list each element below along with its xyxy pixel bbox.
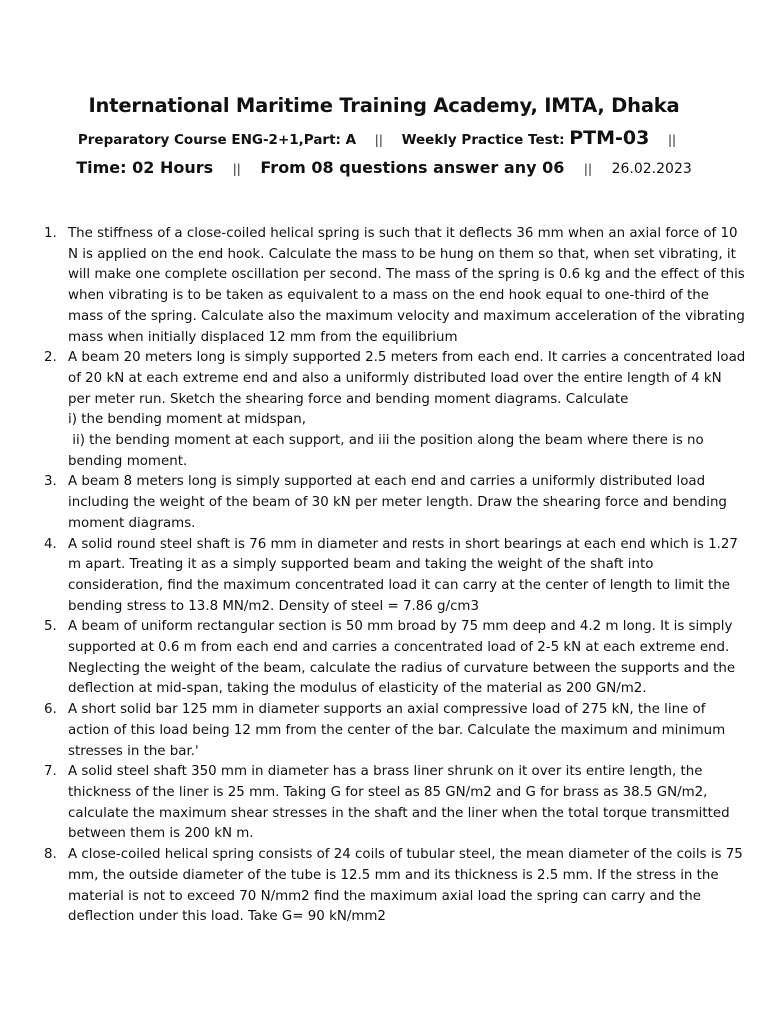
question-text: The stiffness of a close-coiled helical spring is such that it deflects 36 mm when an axial force of 10 N is applied on the end hook. Calculate the mass to be hung on them so that, when set vibrating, it will make one complete oscillation per second. The mass of the spring is 0.6 kg and the effect of this when vibrating is to be taken as equivalent to a mass on the end hook equal to one-third of the mass of the spring. Calculate also the maximum velocity and maximum acceleration of the vibrating mass when initially displaced 12 mm from the equilibrium [68,226,745,345]
question-text: A beam of uniform rectangular section is 50 mm broad by 75 mm deep and 4.2 m long. It is simply supported at 0.6 m from each end and carries a concentrated load of 2-5 kN at each extreme end. Neglecting the weight of the beam, calculate the radius of curvature between the supports and the deflection at mid-span, taking the modulus of elasticity of the material as 200 GN/m2. [68,619,736,697]
question-subpart: i) the bending moment at midspan, [68,412,307,428]
question-item [44,700,746,762]
question-text: A solid round steel shaft is 76 mm in diameter and rests in short bearings at each end which is 1.27 m apart. Treating it as a simply supported beam and taking the weight of the shaft into consideration, find the maximum concentrated load it can carry at the center of length to limit the bending stress to 13.8 MN/m2. Density of steel = 7.86 g/cm3 [68,536,738,614]
question-subpart: ii) the bending moment at each support, and iii the position along the beam where there is no bending moment. [68,433,709,469]
test-code: PTM-03 [569,127,650,149]
question-item [44,472,746,534]
question-number: 7. [44,764,57,780]
info-line [0,158,768,177]
question-text: A beam 20 meters long is simply supported 2.5 meters from each end. It carries a concentrated load of 20 kN at each extreme end and also a uniformly distributed load over the entire length of 4 kN per meter run. Sketch the shearing force and bending moment diagrams. Calculate [68,350,746,407]
question-number: 6. [44,702,57,718]
question-number: 4. [44,536,57,552]
instruction: From 08 questions answer any 06 [260,158,565,177]
question-number: 8. [44,847,57,863]
question-number: 1. [44,226,57,241]
question-number: 5. [44,619,57,635]
separator: || [668,133,677,147]
separator: || [232,162,241,176]
question-list [44,224,746,928]
question-item [44,224,746,348]
question-number: 3. [44,474,57,490]
question-item [44,845,746,928]
question-item [44,617,746,700]
exam-date: 26.02.2023 [611,161,692,177]
question-text: A beam 8 meters long is simply supported at each end and carries a uniformly distributed load including the weight of the beam of 30 kN per meter length. Draw the shearing force and bending moment diagrams. [68,474,727,531]
separator: || [374,133,383,147]
question-item [44,348,746,472]
question-item [44,762,746,845]
course-name: Preparatory Course ENG-2+1,Part: A [77,132,357,148]
test-label: Weekly Practice Test: [401,132,565,148]
question-text: A solid steel shaft 350 mm in diameter has a brass liner shrunk on it over its entire length, the thickness of the liner is 25 mm. Taking G for steel as 85 GN/m2 and G for brass as 38.5 GN/m2, calculate the maximum shear stresses in the shaft and the liner when the total torque transmitted between them is 200 kN m. [68,764,730,842]
question-item [44,535,746,618]
page-title: International Maritime Training Academy, IMTA, Dhaka [88,94,680,117]
question-number: 2. [44,350,57,366]
question-text: A short solid bar 125 mm in diameter supports an axial compressive load of 275 kN, the line of action of this load being 12 mm from the center of the bar. Calculate the maximum and minimum stresses in the bar.' [68,702,726,759]
separator: || [583,162,593,176]
course-line [0,127,768,149]
time-limit: Time: 02 Hours [76,158,214,177]
question-text: A close-coiled helical spring consists of 24 coils of tubular steel, the mean diameter of the coils is 75 mm, the outside diameter of the tube is 12.5 mm and its thickness is 2.5 mm. If the stress in the material is not to exceed 70 N/mm2 find the maximum axial load the spring can carry and the deflection under this load. Take G= 90 kN/mm2 [68,847,743,925]
